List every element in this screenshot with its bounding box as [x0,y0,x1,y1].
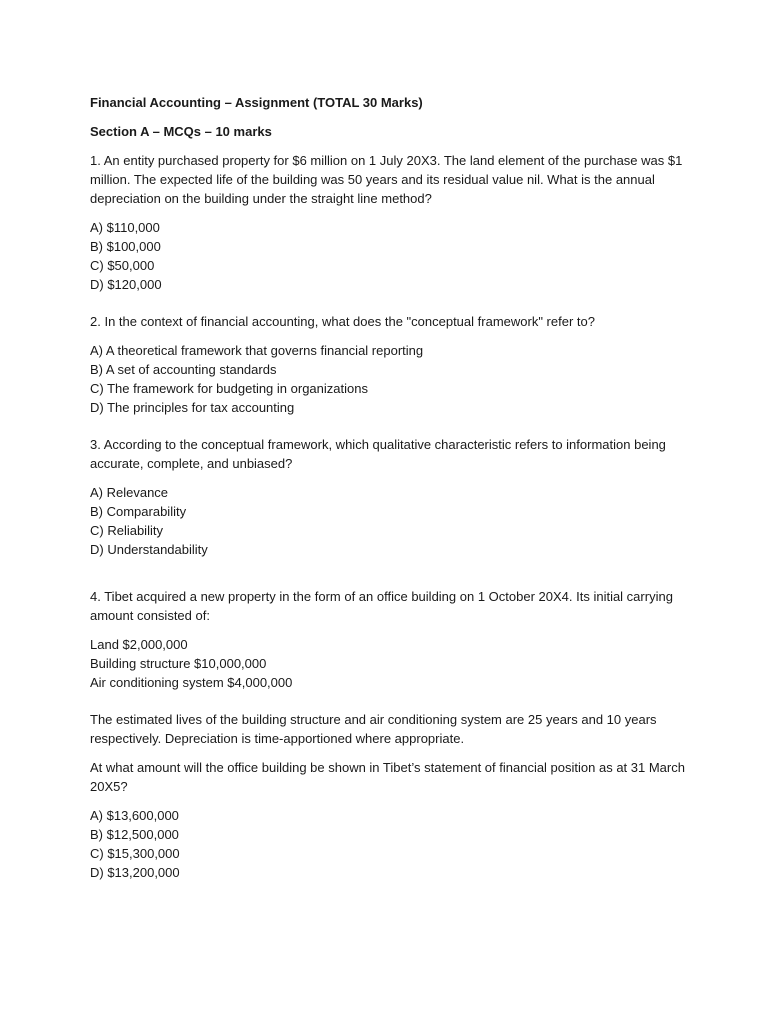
option-a: A) $13,600,000 [90,808,179,823]
cost-items [90,635,690,692]
question-4 [90,587,690,882]
cost-item-building: Building structure $10,000,000 [90,656,267,671]
question-2 [90,312,690,417]
option-a: A) $110,000 [90,220,160,235]
option-c: C) $15,300,000 [90,846,180,861]
cost-item-aircon: Air conditioning system $4,000,000 [90,675,293,690]
question-text: 2. In the context of financial accounting, what does the "conceptual framework" refer to? [90,314,595,329]
option-list [90,218,690,294]
option-a: A) Relevance [90,485,169,500]
option-b: B) $12,500,000 [90,827,179,842]
question-paragraph: The estimated lives of the building structure and air conditioning system are 25 years and 10 years respectively. Depreciation is time-apportioned where appropriate. [90,712,657,746]
section-heading: Section A – MCQs – 10 marks [90,124,272,139]
option-d: D) $120,000 [90,277,162,292]
option-a: A) A theoretical framework that governs financial reporting [90,343,424,358]
question-text: 4. Tibet acquired a new property in the form of an office building on 1 October 20X4. Its initial carrying amount consisted of: [90,589,673,623]
question-prompt: At what amount will the office building be shown in Tibet’s statement of financial position as at 31 March 20X5? [90,760,685,794]
option-b: B) A set of accounting standards [90,362,277,377]
option-c: C) The framework for budgeting in organizations [90,381,368,396]
assignment-title: Financial Accounting – Assignment (TOTAL 30 Marks) [90,95,423,110]
question-1 [90,151,690,294]
option-c: C) $50,000 [90,258,155,273]
cost-item-land: Land $2,000,000 [90,637,188,652]
option-list [90,483,690,559]
option-c: C) Reliability [90,523,163,538]
option-d: D) Understandability [90,542,208,557]
question-3 [90,435,690,559]
question-text: 3. According to the conceptual framework, which qualitative characteristic refers to information being accurate, complete, and unbiased? [90,437,666,471]
option-d: D) The principles for tax accounting [90,400,295,415]
option-b: B) $100,000 [90,239,161,254]
question-text: 1. An entity purchased property for $6 million on 1 July 20X3. The land element of the purchase was $1 million. The expected life of the building was 50 years and its residual value nil. What is the annual depreciation on the building under the straight line method? [90,153,683,206]
option-d: D) $13,200,000 [90,865,180,880]
option-b: B) Comparability [90,504,187,519]
option-list [90,806,690,882]
option-list [90,341,690,417]
document-content [90,93,690,900]
